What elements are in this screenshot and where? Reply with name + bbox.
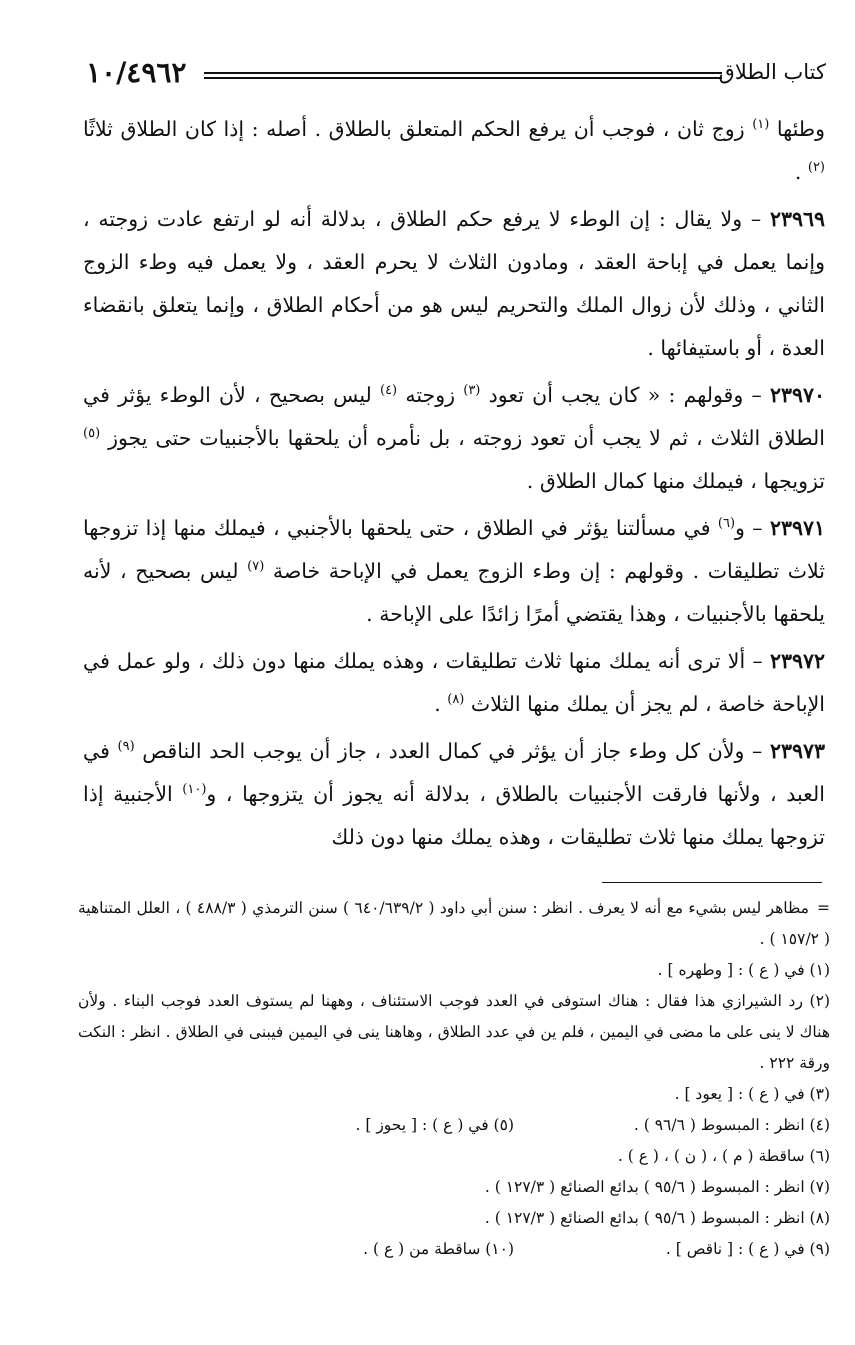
footnote-row (78, 1110, 830, 1141)
main-text (83, 108, 825, 863)
text-run: – وقولهم : « كان يجب أن تعود (480, 383, 770, 407)
text-run: – و (735, 516, 770, 540)
header-rule-bottom (204, 77, 722, 79)
paragraph-number: ٢٣٩٦٩ (769, 207, 825, 231)
footnote-ref: (١) (752, 117, 770, 133)
text-run: – ألا ترى أنه يملك منها ثلاث تطليقات ، وهذه يملك منها دون ذلك ، ولو عمل في الإباحة خاصة ، لم يجز أن يملك منها الثلاث (83, 649, 825, 716)
footnote-2: (٢) رد الشيرازي هذا فقال : هناك استوفى في العدد فوجب الاستئناف ، وههنا لم يستوف العدد فوجب البناء . ولأن هناك لا ينى على ما مضى في اليمين ، فلم ين في عدد الطلاق ، وهاهنا ينى في اليمين فيبنى في الطلاق . انظر : النكت ورقة ٢٢٢ . (78, 992, 830, 1072)
paragraph-23970 (83, 374, 825, 503)
paragraph-continuation (83, 108, 825, 194)
text-run: وطئها (769, 117, 825, 141)
footnote-text: مظاهر ليس بشيء مع أنه لا يعرف . انظر : سنن أبي داود ( ٦٤٠/٦٣٩/٢ ) سنن الترمذي ( ٤٨٨/٣ ) ، العلل المتناهية ( ١٥٧/٢ ) . (78, 899, 830, 948)
continuation-marker: = (816, 899, 830, 917)
paragraph-number: ٢٣٩٧٠ (769, 383, 825, 407)
running-header (86, 56, 826, 96)
paragraph-number: ٢٣٩٧١ (769, 516, 825, 540)
page-number: ١٠/٤٩٦٢ (86, 56, 187, 89)
footnote-ref: (٩) (117, 739, 135, 755)
footnote-ref: (٢) (807, 160, 825, 176)
text-run: . (434, 692, 448, 716)
footnote-continuation (78, 893, 830, 955)
text-run: في العبد ، ولأنها فارقت الأجنبيات بالطلاق ، بدلالة أنه يجوز أن يتزوجها ، و (83, 739, 825, 806)
text-run: ليس بصحيح ، لأنه يلحقها بالأجنبيات ، وهذا يقتضي أمرًا زائدًا على الإباحة . (83, 559, 825, 626)
footnote-6: (٦) ساقطة ( م ) ، ( ن ) ، ( ع ) . (617, 1147, 830, 1165)
footnote-ref: (٨) (447, 692, 465, 708)
footnote-row (78, 1234, 830, 1265)
footnote-ref: (٣) (463, 383, 481, 399)
footnote-9: (٩) في ( ع ) : [ ناقص ] . (665, 1240, 830, 1258)
text-run: الأجنبية إذا تزوجها يملك منها ثلاث تطليقات ، وهذه يملك منها دون ذلك (83, 782, 825, 849)
footnotes (78, 893, 830, 1265)
text-run: زوجته (397, 383, 464, 407)
footnote-7: (٧) انظر : المبسوط ( ٩٥/٦ ) بدائع الصنائع ( ١٢٧/٣ ) . (484, 1178, 830, 1196)
text-run: زوج ثان ، فوجب أن يرفع الحكم المتعلق بالطلاق . أصله : إذا كان الطلاق ثلاثًا (83, 117, 753, 141)
footnote-ref: (٧) (247, 559, 265, 575)
paragraph-23973 (83, 730, 825, 859)
footnote-ref: (٦) (717, 516, 736, 532)
footnote-1: (١) في ( ع ) : [ وطهره ] . (657, 961, 830, 979)
footnote-3: (٣) في ( ع ) : [ يعود ] . (674, 1085, 830, 1103)
text-run: في مسألتنا يؤثر في الطلاق ، حتى يلحقها بالأجنبي ، فيملك منها إذا تزوجها ثلاث تطليقات . وقولهم : إن وطء الزوج يعمل في الإباحة خاصة (83, 516, 825, 583)
footnote-separator (602, 882, 822, 883)
paragraph-23969 (83, 198, 825, 370)
text-run: . (794, 160, 808, 184)
footnote-4: (٤) انظر : المبسوط ( ٩٦/٦ ) . (633, 1116, 830, 1134)
footnote-10: (١٠) ساقطة من ( ع ) . (363, 1240, 514, 1258)
book-title: كتاب الطلاق (718, 60, 826, 84)
footnote-ref: (١٠) (182, 782, 207, 798)
text-run: – ولأن كل وطء جاز أن يؤثر في كمال العدد ، جاز أن يوجب الحد الناقص (134, 739, 770, 763)
text-run: ليس بصحيح ، لأن الوطء يؤثر في الطلاق الثلاث ، ثم لا يجب أن تعود زوجته ، بل نأمره أن يلحقها بالأجنبيات حتى يجوز (83, 383, 825, 450)
footnote-8: (٨) انظر : المبسوط ( ٩٥/٦ ) بدائع الصنائع ( ١٢٧/٣ ) . (484, 1209, 830, 1227)
paragraph-23971 (83, 507, 825, 636)
footnote-ref: (٤) (379, 383, 398, 399)
paragraph-number: ٢٣٩٧٣ (769, 739, 826, 763)
paragraph-number: ٢٣٩٧٢ (769, 649, 825, 673)
header-rule-top (204, 72, 722, 74)
footnote-row (78, 1079, 830, 1110)
footnote-ref: (٥) (83, 426, 101, 442)
text-run: – ولا يقال : إن الوطء لا يرفع حكم الطلاق ، بدلالة أنه لو ارتفع عادت زوجته ، وإنما يعمل في إباحة العقد ، ومادون الثلاث لا يحرم العقد ، ولا يعمل فيه وطء الزوج الثاني ، وذلك لأن زوال الملك والتحريم ليس هو من أحكام الطلاق ، وإنما يتعلق بانقضاء العدة ، أو باستيفائها . (83, 207, 825, 360)
paragraph-23972 (83, 640, 825, 726)
text-run: تزويجها ، فيملك منها كمال الطلاق . (526, 469, 825, 493)
footnote-5: (٥) في ( ع ) : [ يحوز ] . (355, 1116, 514, 1134)
